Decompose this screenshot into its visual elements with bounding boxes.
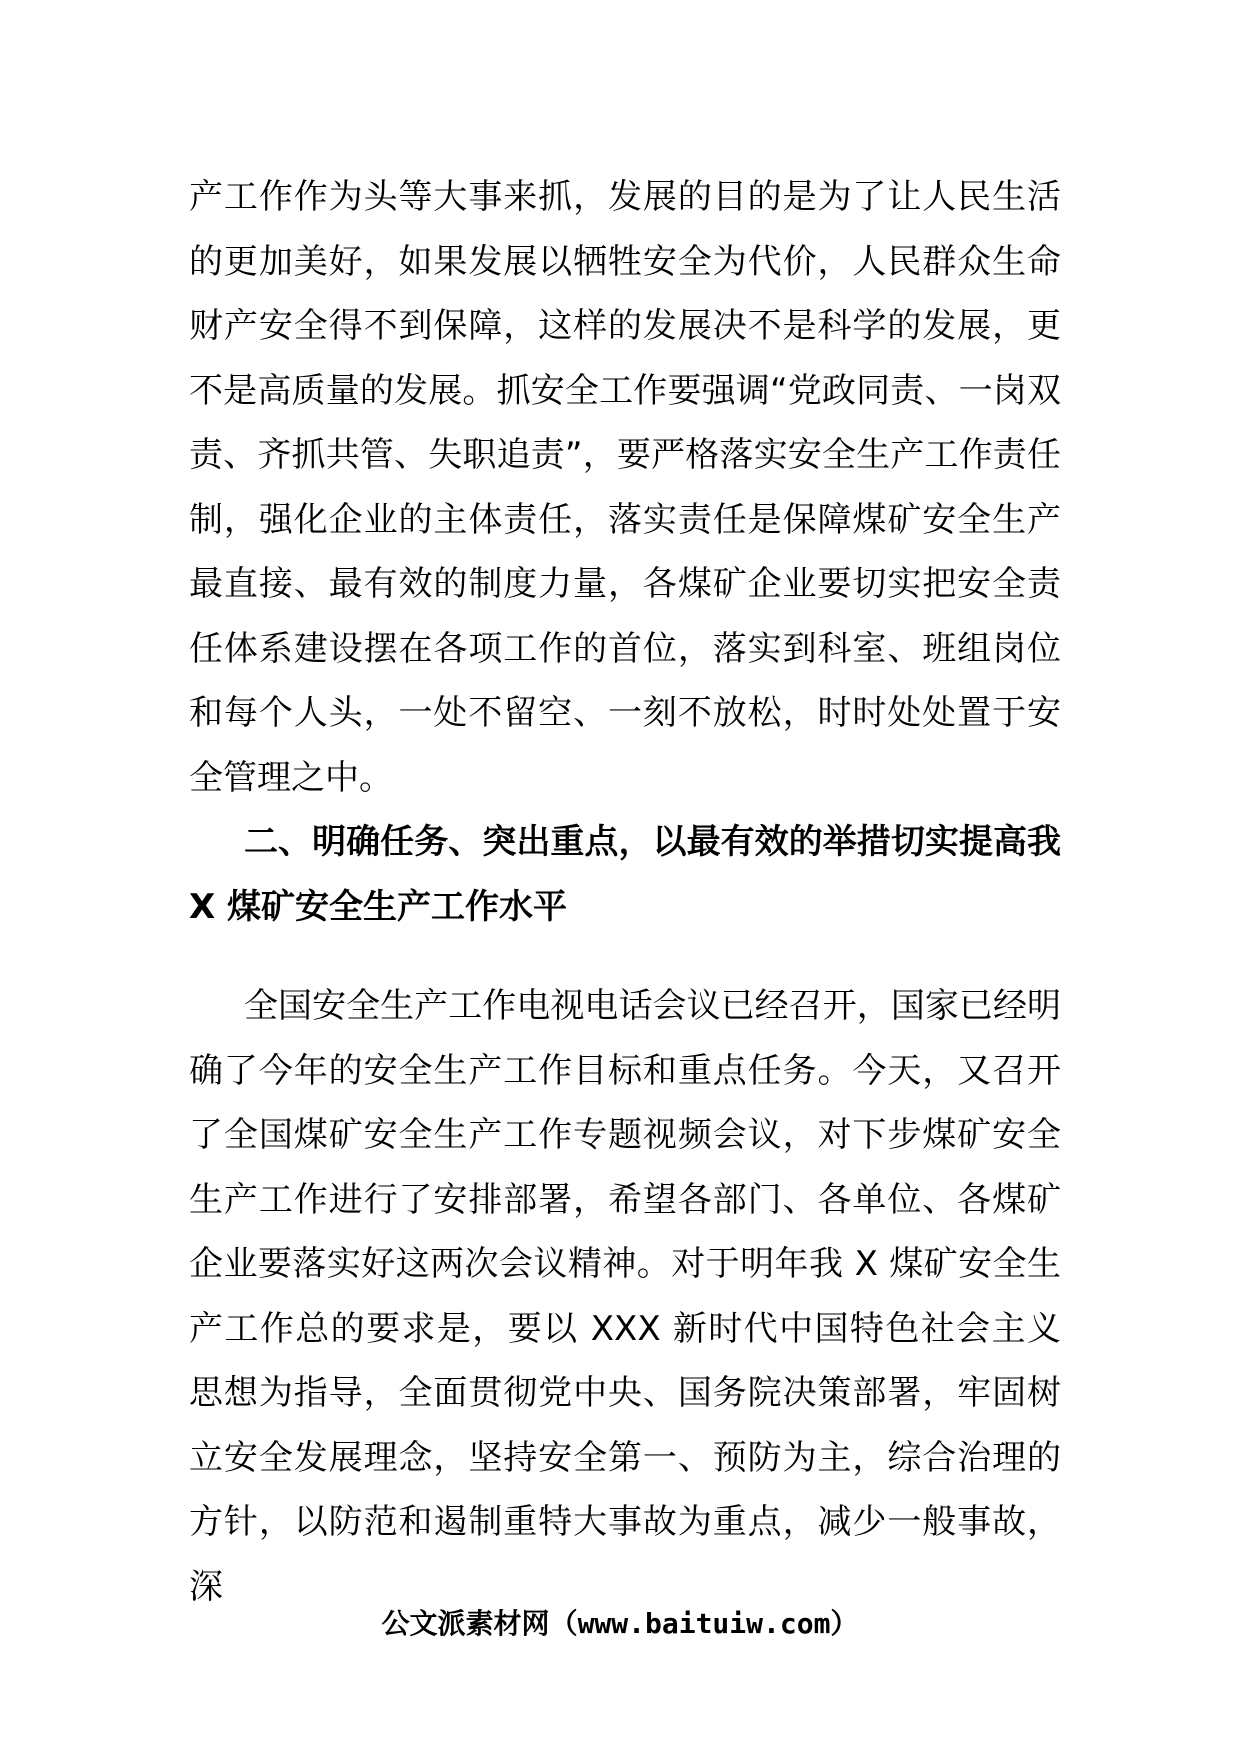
paragraph-continued: 产工作作为头等大事来抓，发展的目的是为了让人民生活的更加美好，如果发展以牺牲安全为代价，人民群众生命财产安全得不到保障，这样的发展决不是科学的发展，更不是高质量的发展。抓安全工作要强调“党政同责、一岗双责、齐抓共管、失职追责”，要严格落实安全生产工作责任制，强化企业的主体责任，落实责任是保障煤矿安全生产最直接、最有效的制度力量，各煤矿企业要切实把安全责任体系建设摆在各项工作的首位，落实到科室、班组岗位和每个人头，一处不留空、一刻不放松，时时处处置于安全管理之中。 [189, 177, 1061, 798]
paragraph-two: 全国安全生产工作电视电话会议已经召开，国家已经明确了今年的安全生产工作目标和重点任务。今天，又召开了全国煤矿安全生产工作专题视频会议，对下步煤矿安全生产工作进行了安排部署，希望各部门、各单位、各煤矿企业要落实好这两次会议精神。对于明年我 X 煤矿安全生产工作总的要求是，要以 XXX 新时代中国特色社会主义思想为指导，全面贯彻党中央、国务院决策部署，牢固树立安全发展理念，坚持安全第一、预防为主，综合治理的方针，以防范和遏制重特大事故为重点，减少一般事故，深 [189, 986, 1061, 1607]
footer-url: （www.baituiw.com） [549, 1607, 859, 1640]
section-heading: 二、明确任务、突出重点，以最有效的举措切实提高我 X 煤矿安全生产工作水平 [189, 822, 1061, 927]
footer-site-name: 公文派素材网 [381, 1607, 550, 1640]
page-footer [0, 1604, 1240, 1644]
